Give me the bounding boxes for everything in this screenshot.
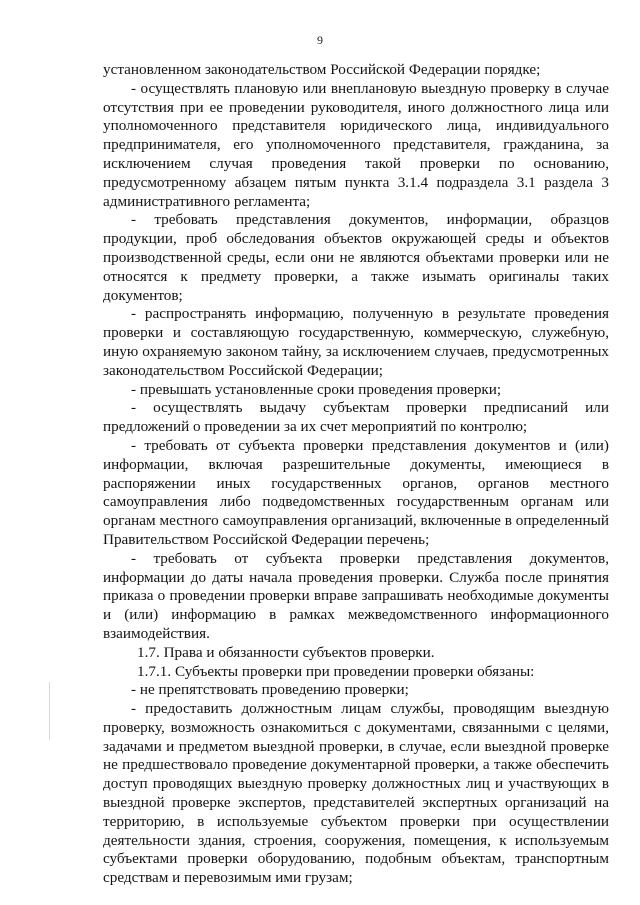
margin-mark <box>49 682 50 740</box>
paragraph-unannounced-inspection: - осуществлять плановую или внеплановую выездную проверку в случае отсутствия при ее проведении руководителя, иного должностного лица или уполномоченного представителя юридического лица, индивидуального предпринимателя, его уполномоченного представителя, гражданина, за исключением случая проведения такой проверки по основанию, предусмотренному абзацем пятым пункта 3.1.4 подраздела 3.1 раздела 3 административного регламента; <box>103 79 609 210</box>
paragraph-require-documents: - требовать представления документов, информации, образцов продукции, проб обследования объектов окружающей среды и объектов производственной среды, если они не являются объектами проверки или не относятся к предмету проверки, а также изымать оригиналы таких документов; <box>103 211 609 304</box>
paragraph-provide-access: - предоставить должностным лицам службы, проводящим выездную проверку, возможность ознакомиться с документами, связанными с целями, задачами и предметом выездной проверки, в случае, если выездной проверке не предшествовало проведение документарной проверки, а также обеспечить доступ проводящих выездную проверку должностных лиц и участвующих в выездной проверке экспертов, представителей экспертных организаций на территорию, в используемые субъектом проверки при осуществлении деятельности здания, строения, сооружения, помещения, к используемым субъектами проверки оборудованию, подобным объектам, транспортным средствам и перевозимым ими грузам; <box>103 700 609 887</box>
section-heading-rights-duties: 1.7. Права и обязанности субъектов проверки. <box>137 643 435 661</box>
paragraph-require-permits: - требовать от субъекта проверки представления документов и (или) информации, включая разрешительные документы, имеющиеся в распоряжении иных государственных органов, органов местного самоуправления либо подведомственных государственным органам или органам местного самоуправления организаций, включенные в определенный Правительством Российской Федерации перечень; <box>103 436 609 548</box>
paragraph-require-before-start: - требовать от субъекта проверки представления документов, информации до даты начала проведения проверки. Служба после принятия приказа о проведении проверки вправе запрашивать необходимые документы и (или) информацию в рамках межведомственного информационного взаимодействия. <box>103 549 609 642</box>
subsection-heading-duties: 1.7.1. Субъекты проверки при проведении проверки обязаны: <box>137 662 535 680</box>
paragraph-no-obstruction: - не препятствовать проведению проверки; <box>131 681 409 699</box>
paragraph-issue-orders: - осуществлять выдачу субъектам проверки предписаний или предложений о проведении за их счет мероприятий по контролю; <box>103 399 609 436</box>
paragraph-exceed-deadlines: - превышать установленные сроки проведения проверки; <box>131 380 502 398</box>
page-number: 9 <box>317 33 323 47</box>
paragraph-continuation: установленном законодательством Российской Федерации порядке; <box>103 61 541 78</box>
document-body <box>103 61 609 888</box>
paragraph-distribute-information: - распространять информацию, полученную в результате проведения проверки и составляющую государственную, коммерческую, служебную, иную охраняемую законом тайну, за исключением случаев, предусмотренных законодательством Российской Федерации; <box>103 305 609 379</box>
